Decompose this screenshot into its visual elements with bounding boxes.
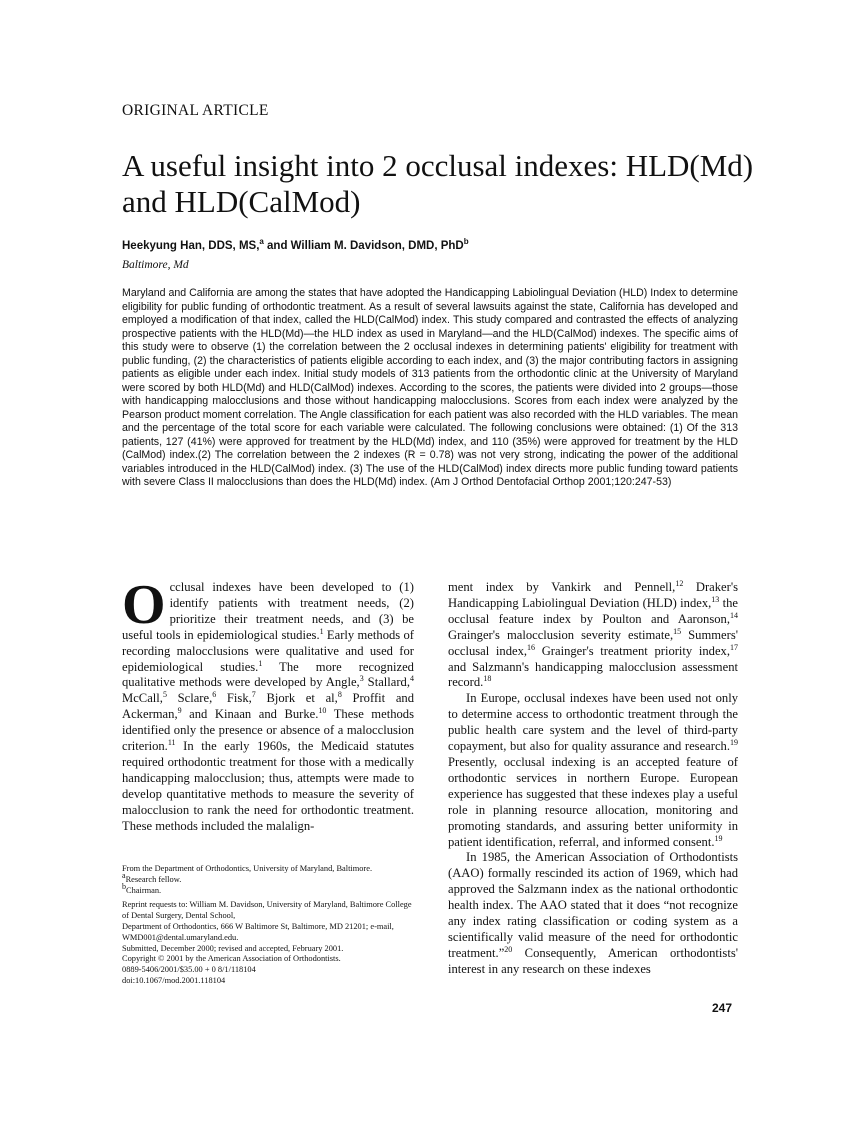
section-label: ORIGINAL ARTICLE <box>122 102 269 119</box>
footnote-marker: b <box>122 881 126 891</box>
citation-ref: 8 <box>337 690 342 700</box>
text-segment: Stallard, <box>363 675 411 690</box>
footnote-address: Department of Orthodontics, 666 W Baltimore St, Baltimore, MD 21201; e-mail, WMD001@dental.umaryland.edu. <box>122 921 394 942</box>
text-segment: ment index by Vankirk and Pennell, <box>448 580 676 594</box>
citation-ref: 11 <box>167 737 176 747</box>
text-segment: McCall, <box>122 691 163 706</box>
text-segment: In the early 1960s, the Medicaid statutes required orthodontic treatment for those with a medically handicapping malocclusion; thus, attempts were made to develop quantitative methods to measure the severity of malocclusion to rank the need for orthodontic treatment. These methods included the malalign- <box>122 739 414 833</box>
footnote-b <box>122 881 418 897</box>
text-segment: Proffit and Ackerman, <box>122 691 414 722</box>
footnote-doi: doi:10.1067/mod.2001.118104 <box>122 975 226 985</box>
text-segment: and Kinaan and Burke. <box>181 707 319 722</box>
footnote-copyright: Copyright © 2001 by the American Association of Orthodontists. <box>122 954 341 964</box>
citation-ref: 16 <box>527 642 536 652</box>
citation-ref: 19 <box>730 737 738 747</box>
footnote-text: Chairman. <box>126 885 162 895</box>
body-column-left <box>122 574 415 835</box>
citation-ref: 18 <box>483 674 492 684</box>
intro-paragraph-1 <box>122 574 415 835</box>
article-title: A useful insight into 2 occlusal indexes: HLD(Md) and HLD(CalMod) <box>122 148 754 219</box>
citation-ref: 14 <box>730 610 738 620</box>
text-segment: and Salzmann's handicapping malocclusion assessment record. <box>448 659 738 690</box>
citation-ref: 13 <box>711 594 720 604</box>
abstract: Maryland and California are among the states that have adopted the Handicapping Labiolingual Deviation (HLD) Index to determine eligibility for public funding of orthodontic treatment. As a result of several lawsuits against the state, California has developed and employed a modification of that index, called the HLD(CalMod) index. This study compared and contrasted the effects of analyzing prospective patients with the HLD(Md)—the HLD index as used in Maryland—and the HLD(CalMod) indexes. The specific aims of this study were to observe (1) the correlation between the 2 occlusal indexes in determining patients' eligibility for treatment with public funding, (2) the characteristics of patients eligible according to each index, and (3) the major contributing factors in assigning patients as eligible under each index. Initial study models of 313 patients from the orthodontic clinic at the University of Maryland were scored by both HLD(Md) and HLD(CalMod) indexes. According to the scores, the patients were divided into 2 groups—those with handicapping malocclusions and those without handicapping malocclusions. Scores from each index were analyzed by the Pearson product moment correlation. The Angle classification for each patient was also recorded with the HLD variables. The mean and the percentage of the total score for each variable were calculated. The following conclusions were obtained: (1) Of the 313 patients, 127 (41%) were approved for treatment by the HLD(Md) index, and 110 (35%) were approved for treatment by the HLD (CalMod) index.(2) The correlation between the 2 indexes (R = 0.78) was not very strong, indicating the power of the additional variables introduced in the HLD(CalMod) index. (3) The use of the HLD(CalMod) index directs more public funding toward patients with severe Class II malocclusions than does the HLD(Md) index. (Am J Orthod Dentofacial Orthop 2001;120:247-53) <box>122 287 738 488</box>
text-segment: Presently, occlusal indexing is an accepted feature of orthodontic services in northern Europe. European experience has suggested that these indexes play a useful role in planning resource allocation, monitoring and promoting standards, and assuring better uniformity in patient identification, referral, and informed consent. <box>448 754 738 849</box>
text-segment: The more recognized qualitative methods were developed by Angle, <box>122 659 414 690</box>
drop-cap: O <box>122 574 166 636</box>
citation-ref: 12 <box>675 578 684 588</box>
citation-ref: 17 <box>730 642 738 652</box>
citation-ref: 10 <box>318 706 327 716</box>
citation-ref: 1 <box>319 626 324 636</box>
citation-ref: 5 <box>162 690 167 700</box>
text-segment: Bjork et al, <box>255 691 338 706</box>
author-second: and William M. Davidson, DMD, PhD <box>263 240 464 252</box>
text-segment: Grainger's treatment priority index, <box>535 643 730 658</box>
text-segment: Fisk, <box>216 691 252 706</box>
footnote-issn: 0889-5406/2001/$35.00 + 0 8/1/118104 <box>122 965 256 975</box>
citation-ref: 20 <box>504 944 513 954</box>
text-segment: Early methods of recording malocclusions were qualitative and used for epidemiological studies. <box>122 627 414 674</box>
intro-paragraph-2 <box>448 691 738 850</box>
citation-ref: 1 <box>258 658 263 668</box>
footnote-marker: a <box>122 871 126 880</box>
citation-ref: 3 <box>359 674 364 684</box>
footnotes <box>122 864 418 987</box>
text-segment: These methods identified only the presence or absence of a malocclusion criterion. <box>122 707 414 754</box>
citation-ref: 15 <box>673 626 682 636</box>
text-segment: Sclare, <box>166 691 213 706</box>
citation-ref: 7 <box>251 690 256 700</box>
text-segment: Consequently, American orthodontists' interest in any research on these indexes <box>448 945 738 976</box>
page-number: 247 <box>712 1001 733 1015</box>
intro-paragraph-3 <box>448 850 738 977</box>
text-segment: In Europe, occlusal indexes have been used not only to determine access to orthodontic treatment through the public health care system and the level of third-party copayment, but also for quality assurance and research. <box>448 691 738 754</box>
author-a-marker: a <box>259 237 264 247</box>
text-segment: the occlusal feature index by Poulton and Aaronson, <box>448 595 738 626</box>
body-column-right <box>448 580 738 978</box>
text-segment: cclusal indexes have been developed to (1) identify patients with treatment needs, (2) prioritize their treatment needs, and (3) be useful tools in epidemiological studies. <box>122 580 414 642</box>
footnote-reprint: Reprint requests to: William M. Davidson, University of Maryland, Baltimore College of Dental Surgery, Dental School, <box>122 900 412 921</box>
author-b-marker: b <box>463 237 469 247</box>
citation-ref: 9 <box>177 706 182 716</box>
footnote-department: From the Department of Orthodontics, University of Maryland, Baltimore. <box>122 864 373 873</box>
author-line <box>122 237 469 252</box>
footnote-text: Research fellow. <box>125 874 182 884</box>
citation-ref: 4 <box>410 674 415 684</box>
text-segment: Grainger's malocclusion severity estimate, <box>448 627 674 642</box>
text-segment: In 1985, the American Association of Orthodontists (AAO) formally rescinded its action of 1969, which had approved the Salzmann index as the national orthodontic health index. The AAO stated that it does “not recognize any index rating classification or coding system as a scientifically valid measure of the need for orthodontic treatment.” <box>448 850 738 960</box>
footnote-a <box>122 871 418 886</box>
intro-paragraph-1-continued <box>448 580 738 691</box>
footnote-submitted: Submitted, December 2000; revised and accepted, February 2001. <box>122 943 344 953</box>
text-segment: Draker's Handicapping Labiolingual Deviation (HLD) index, <box>448 580 739 610</box>
author-first: Heekyung Han, DDS, MS, <box>122 240 260 252</box>
author-location: Baltimore, Md <box>122 259 189 271</box>
text-segment: Summers' occlusal index, <box>448 627 738 658</box>
citation-ref: 6 <box>212 690 217 700</box>
citation-ref: 19 <box>714 833 723 843</box>
